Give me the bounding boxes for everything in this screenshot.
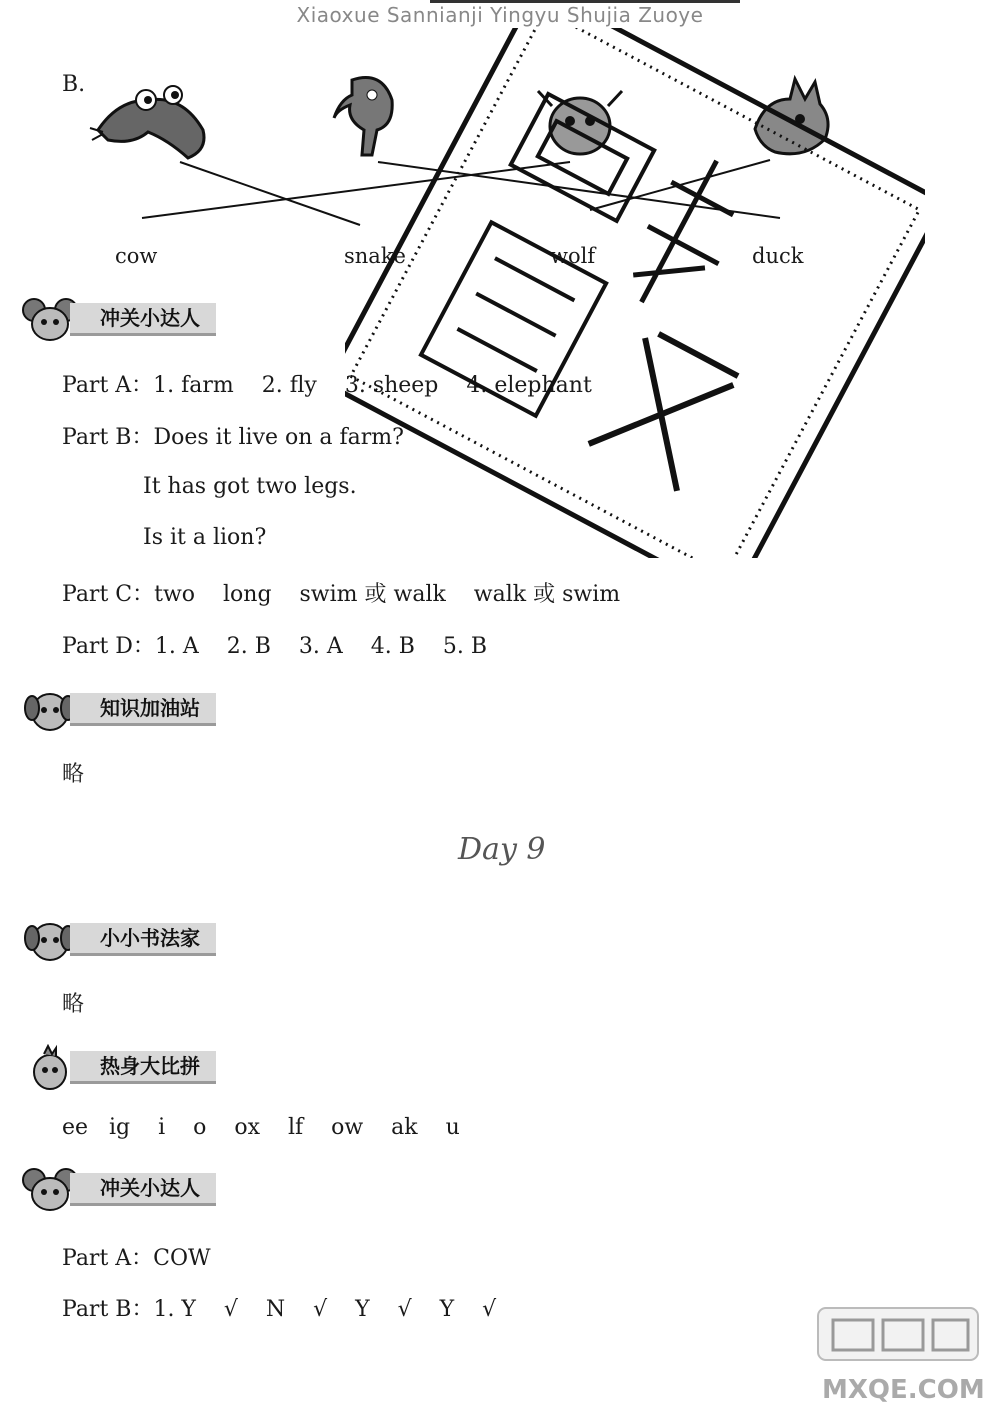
section-title: 小小书法家 (70, 923, 216, 956)
section-reshen (20, 1044, 240, 1086)
word-snake: snake (344, 244, 406, 268)
warmup-answer: ee ig i o ox lf ow ak u (62, 1115, 460, 1140)
word-wolf: wolf (550, 244, 596, 268)
answer-part-b-line3: Is it a lion? (143, 525, 267, 550)
running-header: Xiaoxue Sannianji Yingyu Shujia Zuoye (296, 3, 704, 27)
answer2-part-b: Part B：1. Y √ N √ Y √ Y √ (62, 1297, 497, 1322)
section-shufajia (20, 916, 240, 958)
section-title: 冲关小达人 (70, 303, 216, 336)
section-zhishi (20, 686, 240, 728)
section-title: 知识加油站 (70, 693, 216, 726)
answer-part-b-line1: Part B：Does it live on a farm? (62, 425, 404, 450)
answer-stamp-logo (345, 28, 925, 558)
answer-part-a: Part A：1. farm 2. fly 3. sheep 4. elephant (62, 373, 592, 398)
answer2-part-a: Part A：COW (62, 1246, 211, 1271)
day-title: Day 9 (458, 832, 546, 867)
section-title: 冲关小达人 (70, 1173, 216, 1206)
answer-part-c: Part C：two long swim 或 walk walk 或 swim (62, 582, 621, 607)
answer-part-d: Part D：1. A 2. B 3. A 4. B 5. B (62, 634, 488, 659)
mxqe-watermark-logo (808, 1300, 998, 1410)
word-cow: cow (115, 244, 158, 268)
answer-lue-2: 略 (62, 992, 85, 1017)
section-title: 热身大比拼 (70, 1051, 216, 1084)
section-chongguan-1 (20, 296, 260, 338)
match-label: B. (62, 72, 86, 97)
word-duck: duck (752, 244, 804, 268)
section-chongguan-2 (20, 1166, 260, 1208)
answer-part-b-line2: It has got two legs. (143, 474, 357, 499)
answer-lue-1: 略 (62, 762, 85, 787)
svg-text:MXQE.COM: MXQE.COM (822, 1375, 985, 1405)
